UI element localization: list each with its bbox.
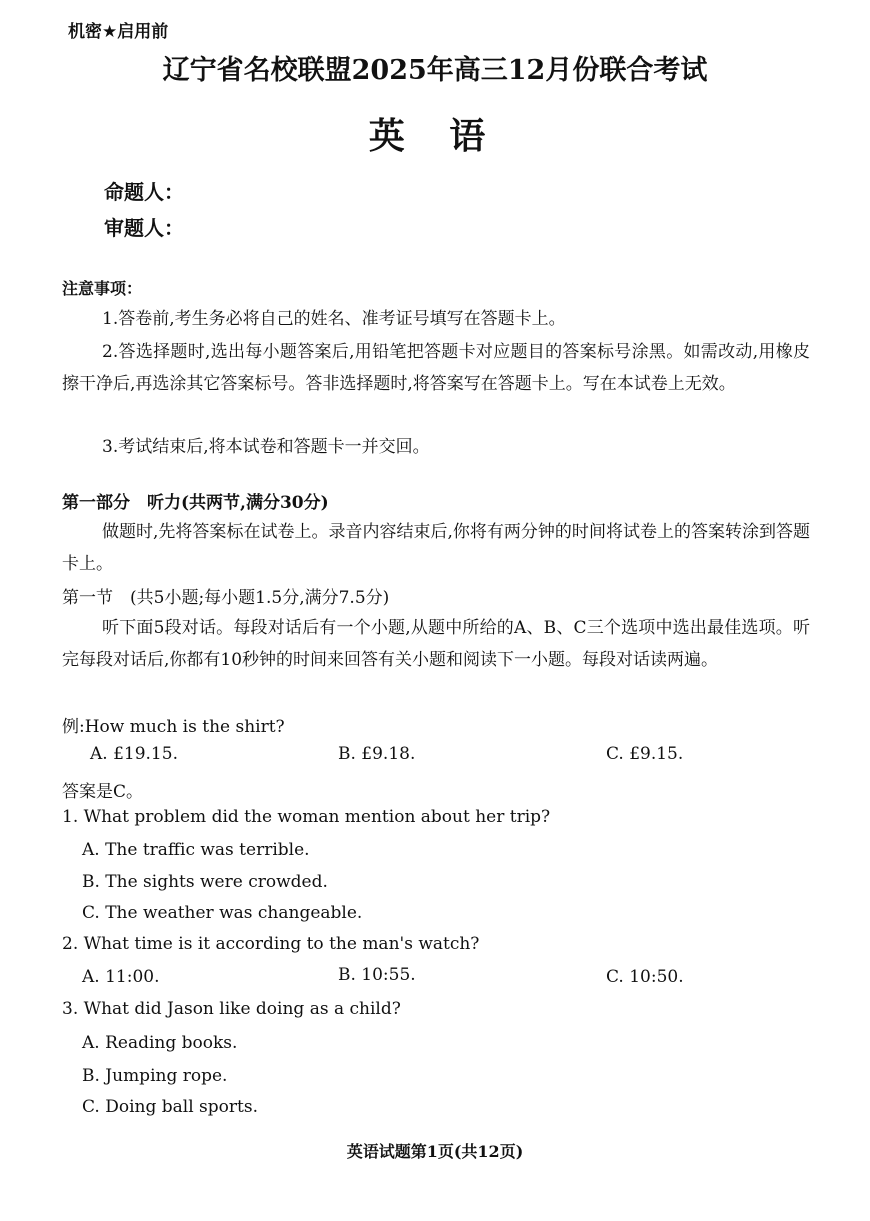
author-label: 命题人： (104, 180, 184, 204)
question-3-option-b: B. Jumping rope. (82, 1066, 228, 1086)
notice-item-1: 1.答卷前,考生务必将自己的姓名、准考证号填写在答题卡上。 (102, 309, 566, 329)
question-2-option-c: C. 10:50. (606, 967, 684, 987)
example-question: 例:How much is the shirt? (62, 717, 285, 737)
example-option-c: C. £9.15. (606, 744, 684, 764)
example-option-a: A. £19.15. (90, 744, 178, 764)
question-3-stem: 3. What did Jason like doing as a child? (62, 999, 401, 1019)
question-1-option-a: A. The traffic was terrible. (82, 840, 310, 860)
confidential-label: 机密★启用前 (68, 22, 169, 42)
exam-title: 辽宁省名校联盟2025年高三12月份联合考试 (162, 55, 708, 86)
example-option-b: B. £9.18. (338, 744, 416, 764)
page-footer: 英语试题第1页(共12页) (346, 1142, 524, 1161)
question-1-stem: 1. What problem did the woman mention about her trip? (62, 807, 551, 827)
part1-heading: 第一部分 听力(共两节,满分30分) (62, 493, 329, 513)
section1-intro: 听下面5段对话。每段对话后有一个小题,从题中所给的A、B、C三个选项中选出最佳选项。听完每段对话后,你都有10秒钟的时间来回答有关小题和阅读下一小题。每段对话读两遍。 (62, 618, 810, 670)
notice-item-3: 3.考试结束后,将本试卷和答题卡一并交回。 (102, 437, 430, 457)
subject-title: 英 语 (368, 115, 502, 157)
question-2-option-b: B. 10:55. (338, 965, 416, 985)
section1-heading: 第一节 (共5小题;每小题1.5分,满分7.5分) (62, 588, 390, 608)
example-answer: 答案是C。 (62, 782, 144, 802)
part1-intro: 做题时,先将答案标在试卷上。录音内容结束后,你将有两分钟的时间将试卷上的答案转涂到答题卡上。 (62, 522, 810, 574)
question-3-option-a: A. Reading books. (82, 1033, 238, 1053)
notice-item-2: 2.答选择题时,选出每小题答案后,用铅笔把答题卡对应题目的答案标号涂黑。如需改动,用橡皮擦干净后,再选涂其它答案标号。答非选择题时,将答案写在答题卡上。写在本试卷上无效。 (62, 342, 810, 394)
question-3-option-c: C. Doing ball sports. (82, 1097, 258, 1117)
question-2-option-a: A. 11:00. (82, 967, 160, 987)
question-1-option-b: B. The sights were crowded. (82, 872, 328, 892)
reviewer-label: 审题人： (104, 216, 184, 240)
question-1-option-c: C. The weather was changeable. (82, 903, 363, 923)
notice-heading: 注意事项： (62, 279, 143, 298)
question-2-stem: 2. What time is it according to the man's watch? (62, 934, 480, 954)
